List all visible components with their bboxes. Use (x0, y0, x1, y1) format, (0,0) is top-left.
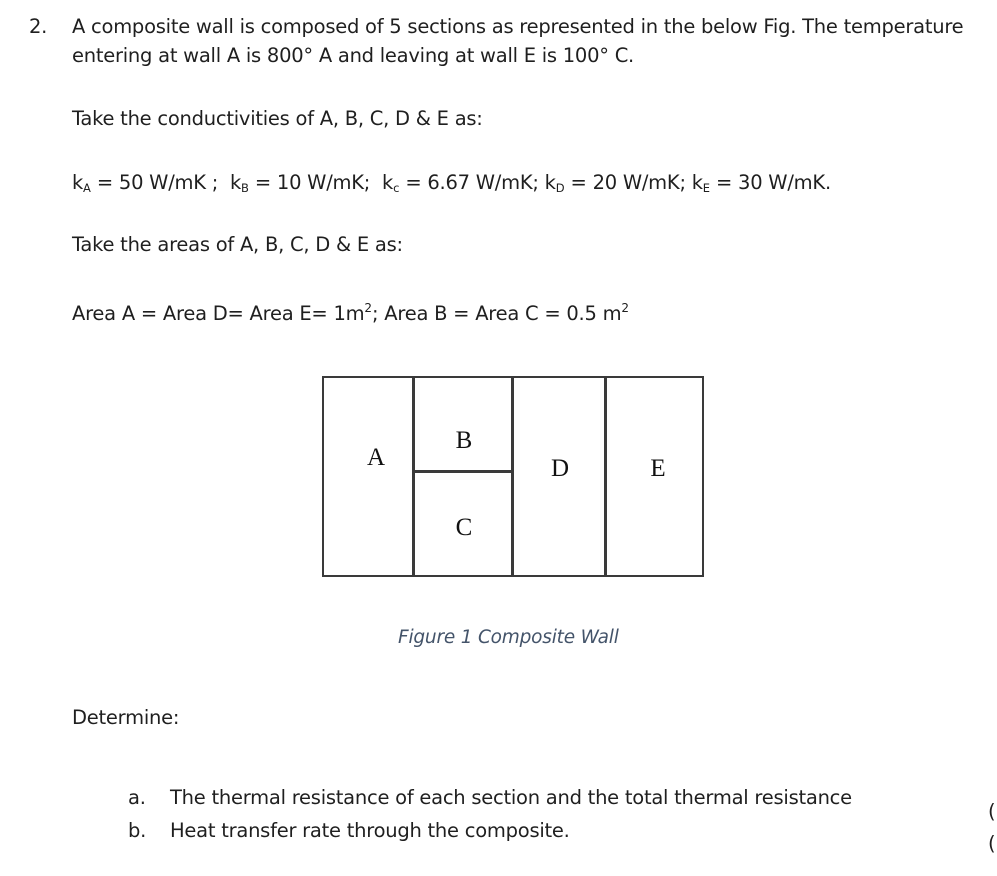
k-c: $k_c = 6.67$ W/mK; (382, 171, 539, 195)
k-a: $k_A = 50$ W/mK ; (72, 171, 219, 195)
item-a-text: The thermal resistance of each section and the total thermal resistance (170, 786, 852, 809)
section-label-a: A (366, 444, 386, 471)
divider-bc-d (511, 378, 514, 575)
item-a-marker: a. (128, 786, 146, 809)
areas-values: Area A = Area D= Area $E= 1m^2$; Area B = Area C = 0.5 $m^2$ (72, 301, 629, 325)
divider-d-e (604, 378, 607, 575)
divider-b-c (414, 470, 512, 473)
item-b-text: Heat transfer rate through the composite. (170, 819, 570, 842)
marks-a: ( (988, 800, 996, 823)
item-b-marker: b. (128, 819, 147, 842)
composite-wall-diagram (322, 376, 704, 577)
marks-b: ( (988, 832, 996, 855)
k-b: $k_B = 10$ W/mK; (229, 171, 371, 195)
question-text-line-2: entering at wall A is 800° A and leaving at wall E is 100° C. (72, 44, 635, 67)
question-text-line-1: A composite wall is composed of 5 sections as represented in the below Fig. The temperature (72, 15, 964, 38)
conductivities-values (72, 171, 831, 200)
section-label-c: C (455, 514, 473, 541)
k-d: $k_D = 20$ W/mK; (544, 171, 686, 195)
section-label-d: D (550, 455, 570, 482)
determine-heading: Determine: (72, 706, 180, 729)
question-number: 2. (29, 15, 48, 38)
section-label-e: E (650, 455, 666, 482)
conductivities-intro: Take the conductivities of A, B, C, D & E as: (72, 107, 483, 130)
divider-a-bc (412, 378, 415, 575)
figure-caption: Figure 1 Composite Wall (398, 627, 619, 648)
k-e: $k_E = 30$ W/mK. (691, 171, 831, 195)
section-label-b: B (455, 427, 473, 454)
areas-intro: Take the areas of A, B, C, D & E as: (72, 233, 403, 256)
